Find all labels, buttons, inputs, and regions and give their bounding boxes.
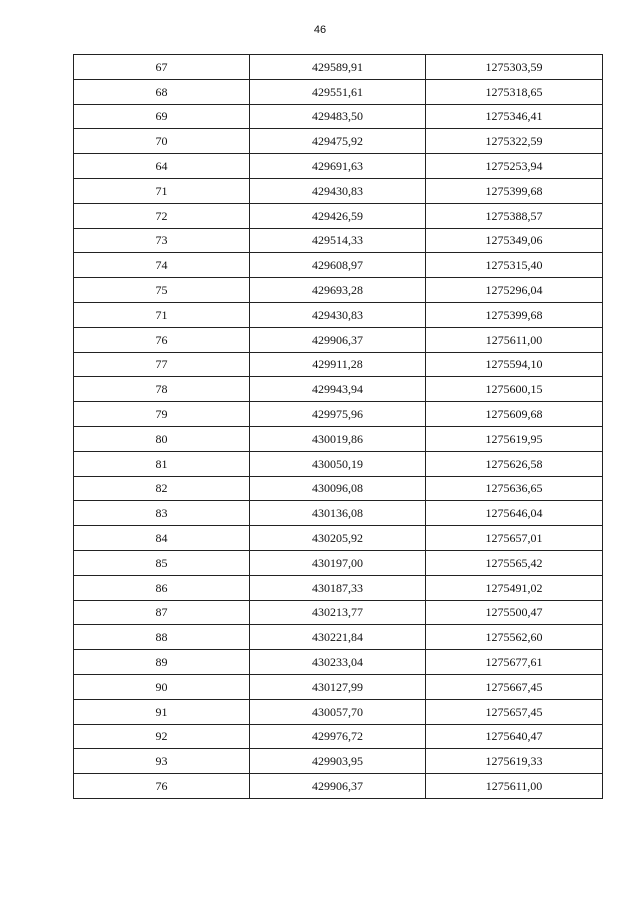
table-row	[74, 104, 603, 129]
y-coordinate-cell: 1275619,95	[426, 426, 603, 451]
x-coordinate-cell: 429426,59	[250, 203, 426, 228]
x-coordinate-cell: 429903,95	[250, 749, 426, 774]
x-coordinate-cell: 429943,94	[250, 377, 426, 402]
point-number-cell: 76	[74, 327, 250, 352]
table-row	[74, 154, 603, 179]
table-row	[74, 129, 603, 154]
point-number-cell: 69	[74, 104, 250, 129]
point-number-cell: 87	[74, 600, 250, 625]
point-number-cell: 72	[74, 203, 250, 228]
point-number-cell: 83	[74, 501, 250, 526]
y-coordinate-cell: 1275619,33	[426, 749, 603, 774]
table-row	[74, 178, 603, 203]
y-coordinate-cell: 1275565,42	[426, 550, 603, 575]
x-coordinate-cell: 429906,37	[250, 774, 426, 799]
table-row	[74, 476, 603, 501]
point-number-cell: 64	[74, 154, 250, 179]
point-number-cell: 92	[74, 724, 250, 749]
point-number-cell: 93	[74, 749, 250, 774]
y-coordinate-cell: 1275399,68	[426, 302, 603, 327]
table-row	[74, 55, 603, 80]
point-number-cell: 77	[74, 352, 250, 377]
y-coordinate-cell: 1275322,59	[426, 129, 603, 154]
y-coordinate-cell: 1275315,40	[426, 253, 603, 278]
point-number-cell: 90	[74, 674, 250, 699]
x-coordinate-cell: 429608,97	[250, 253, 426, 278]
x-coordinate-cell: 429514,33	[250, 228, 426, 253]
y-coordinate-cell: 1275491,02	[426, 575, 603, 600]
point-number-cell: 82	[74, 476, 250, 501]
table-row	[74, 724, 603, 749]
x-coordinate-cell: 429475,92	[250, 129, 426, 154]
x-coordinate-cell: 430187,33	[250, 575, 426, 600]
point-number-cell: 84	[74, 526, 250, 551]
table-row	[74, 550, 603, 575]
y-coordinate-cell: 1275388,57	[426, 203, 603, 228]
point-number-cell: 79	[74, 402, 250, 427]
point-number-cell: 76	[74, 774, 250, 799]
y-coordinate-cell: 1275657,45	[426, 699, 603, 724]
point-number-cell: 73	[74, 228, 250, 253]
x-coordinate-cell: 430136,08	[250, 501, 426, 526]
point-number-cell: 91	[74, 699, 250, 724]
x-coordinate-cell: 429589,91	[250, 55, 426, 80]
table-row	[74, 650, 603, 675]
y-coordinate-cell: 1275646,04	[426, 501, 603, 526]
table-row	[74, 352, 603, 377]
x-coordinate-cell: 430233,04	[250, 650, 426, 675]
x-coordinate-cell: 429430,83	[250, 302, 426, 327]
point-number-cell: 86	[74, 575, 250, 600]
y-coordinate-cell: 1275594,10	[426, 352, 603, 377]
table-row	[74, 228, 603, 253]
point-number-cell: 89	[74, 650, 250, 675]
table-row	[74, 501, 603, 526]
point-number-cell: 88	[74, 625, 250, 650]
point-number-cell: 70	[74, 129, 250, 154]
point-number-cell: 74	[74, 253, 250, 278]
y-coordinate-cell: 1275611,00	[426, 327, 603, 352]
y-coordinate-cell: 1275609,68	[426, 402, 603, 427]
table-row	[74, 253, 603, 278]
y-coordinate-cell: 1275636,65	[426, 476, 603, 501]
x-coordinate-cell: 429976,72	[250, 724, 426, 749]
point-number-cell: 80	[74, 426, 250, 451]
y-coordinate-cell: 1275667,45	[426, 674, 603, 699]
y-coordinate-cell: 1275346,41	[426, 104, 603, 129]
table-row	[74, 402, 603, 427]
y-coordinate-cell: 1275657,01	[426, 526, 603, 551]
point-number-cell: 71	[74, 178, 250, 203]
table-row	[74, 278, 603, 303]
table-row	[74, 327, 603, 352]
y-coordinate-cell: 1275677,61	[426, 650, 603, 675]
y-coordinate-cell: 1275296,04	[426, 278, 603, 303]
y-coordinate-cell: 1275640,47	[426, 724, 603, 749]
x-coordinate-cell: 429693,28	[250, 278, 426, 303]
table-row	[74, 203, 603, 228]
x-coordinate-cell: 430057,70	[250, 699, 426, 724]
table-row	[74, 526, 603, 551]
table-row	[74, 699, 603, 724]
table-row	[74, 600, 603, 625]
point-number-cell: 75	[74, 278, 250, 303]
table-row	[74, 575, 603, 600]
point-number-cell: 81	[74, 451, 250, 476]
x-coordinate-cell: 429691,63	[250, 154, 426, 179]
x-coordinate-cell: 429975,96	[250, 402, 426, 427]
y-coordinate-cell: 1275253,94	[426, 154, 603, 179]
table-row	[74, 451, 603, 476]
y-coordinate-cell: 1275562,60	[426, 625, 603, 650]
x-coordinate-cell: 429430,83	[250, 178, 426, 203]
y-coordinate-cell: 1275600,15	[426, 377, 603, 402]
point-number-cell: 85	[74, 550, 250, 575]
x-coordinate-cell: 429551,61	[250, 79, 426, 104]
y-coordinate-cell: 1275349,06	[426, 228, 603, 253]
table-row	[74, 774, 603, 799]
x-coordinate-cell: 429911,28	[250, 352, 426, 377]
y-coordinate-cell: 1275399,68	[426, 178, 603, 203]
x-coordinate-cell: 430213,77	[250, 600, 426, 625]
x-coordinate-cell: 430221,84	[250, 625, 426, 650]
y-coordinate-cell: 1275611,00	[426, 774, 603, 799]
x-coordinate-cell: 430096,08	[250, 476, 426, 501]
x-coordinate-cell: 430019,86	[250, 426, 426, 451]
coordinates-table	[73, 54, 603, 799]
point-number-cell: 67	[74, 55, 250, 80]
table-row	[74, 302, 603, 327]
table-row	[74, 426, 603, 451]
x-coordinate-cell: 430205,92	[250, 526, 426, 551]
point-number-cell: 71	[74, 302, 250, 327]
x-coordinate-cell: 430127,99	[250, 674, 426, 699]
page-number: 46	[313, 24, 327, 36]
point-number-cell: 68	[74, 79, 250, 104]
y-coordinate-cell: 1275500,47	[426, 600, 603, 625]
y-coordinate-cell: 1275626,58	[426, 451, 603, 476]
y-coordinate-cell: 1275318,65	[426, 79, 603, 104]
table-row	[74, 79, 603, 104]
y-coordinate-cell: 1275303,59	[426, 55, 603, 80]
table-row	[74, 749, 603, 774]
x-coordinate-cell: 429906,37	[250, 327, 426, 352]
point-number-cell: 78	[74, 377, 250, 402]
table-row	[74, 625, 603, 650]
x-coordinate-cell: 429483,50	[250, 104, 426, 129]
x-coordinate-cell: 430197,00	[250, 550, 426, 575]
table-row	[74, 674, 603, 699]
x-coordinate-cell: 430050,19	[250, 451, 426, 476]
table-row	[74, 377, 603, 402]
coordinates-table-body	[74, 55, 603, 799]
